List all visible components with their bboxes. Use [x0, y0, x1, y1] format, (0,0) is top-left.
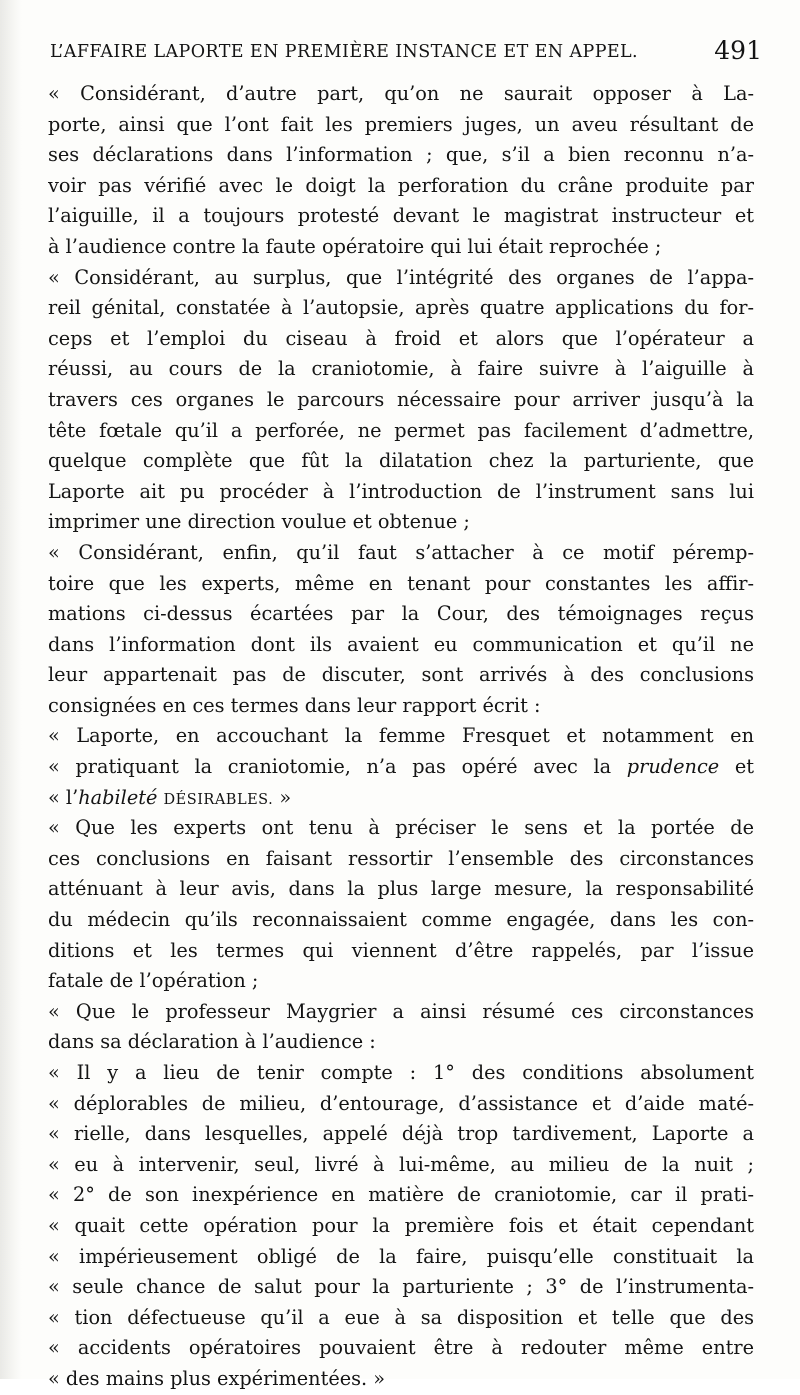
text-line: « quait cette opération pour la première fois et était cependant [48, 1213, 754, 1237]
text-line: l’aiguille, il a toujours protesté devant le magistrat instructeur et [48, 204, 754, 228]
text-line: du médecin qu’ils reconnaissaient comme engagée, dans les con- [48, 908, 754, 932]
text-line: « impérieusement obligé de la faire, puisqu’elle constituait la [48, 1244, 754, 1268]
text-line: reil génital, constatée à l’autopsie, après quatre applications du for- [48, 296, 754, 320]
text-segment: et [734, 755, 754, 779]
page-spine-shadow [0, 0, 22, 1379]
text-line: imprimer une direction voulue et obtenue ; [48, 510, 470, 534]
text-line: « des mains plus expérimentées. » [48, 1366, 386, 1390]
text-line: « Considérant, au surplus, que l’intégrité des organes de l’appa- [48, 265, 754, 289]
small-caps-desirables: DÉSIRABLES. [163, 791, 274, 808]
text-line: ditions et les termes qui viennent d’être rappelés, par l’issue [48, 938, 754, 962]
text-line: « Il y a lieu de tenir compte : 1° des conditions absolument [48, 1061, 754, 1084]
text-line: « Que le professeur Maygrier a ainsi résumé ces circonstances [48, 999, 754, 1023]
text-line: « Que les experts ont tenu à préciser le sens et la portée de [48, 816, 754, 840]
text-line: mations ci-dessus écartées par la Cour, des témoignages reçus [48, 602, 754, 626]
text-line: toire que les experts, même en tenant pour constantes les affir- [48, 571, 754, 595]
text-line: dans l’information dont ils avaient eu communication et qu’il ne [48, 632, 754, 656]
text-line: « Considérant, d’autre part, qu’on ne saurait opposer à La- [48, 82, 754, 105]
page-header [50, 36, 762, 70]
text-segment: « pratiquant la craniotomie, n’a pas opéré avec la [48, 755, 612, 779]
text-line: atténuant à leur avis, dans la plus large mesure, la responsabilité [48, 877, 754, 901]
text-line: « accidents opératoires pouvaient être à redouter même entre [48, 1336, 754, 1360]
text-line-emphasis [48, 752, 754, 783]
text-line: « Laporte, en accouchant la femme Fresquet et notamment en [48, 724, 754, 748]
text-line: « rielle, dans lesquelles, appelé déjà trop tardivement, Laporte a [48, 1122, 754, 1146]
text-line: Laporte ait pu procéder à l’introduction de l’instrument sans lui [48, 479, 754, 503]
text-segment: » [279, 785, 292, 809]
text-line: « déplorables de milieu, d’entourage, d’assistance et d’aide maté- [48, 1091, 754, 1115]
text-line: réussi, au cours de la craniotomie, à faire suivre à l’aiguille à [48, 357, 754, 381]
text-line: « eu à intervenir, seul, livré à lui-même, au milieu de la nuit ; [48, 1152, 754, 1176]
text-line: à l’audience contre la faute opératoire qui lui était reprochée ; [48, 234, 662, 258]
text-segment: « l’ [48, 785, 79, 809]
text-line: ces conclusions en faisant ressortir l’ensemble des circonstances [48, 846, 754, 870]
body-text [48, 79, 754, 1395]
text-line: porte, ainsi que l’ont fait les premiers juges, un aveu résultant de [48, 112, 754, 136]
text-line: « 2° de son inexpérience en matière de craniotomie, car il prati- [48, 1183, 754, 1207]
emphasis-prudence: prudence [626, 755, 720, 779]
text-line: fatale de l’opération ; [48, 969, 259, 993]
page-number: 491 [714, 36, 762, 65]
text-line: quelque complète que fût la dilatation chez la parturiente, que [48, 449, 754, 473]
text-line: tête fœtale qu’il a perforée, ne permet pas facilement d’admettre, [48, 418, 754, 442]
text-line: dans sa déclaration à l’audience : [48, 1030, 376, 1054]
text-line: voir pas vérifié avec le doigt la perforation du crâne produite par [48, 173, 754, 197]
text-line: « seule chance de salut pour la parturiente ; 3° de l’instrumenta- [48, 1275, 754, 1299]
text-line: « Considérant, enfin, qu’il faut s’attacher à ce motif péremp- [48, 540, 754, 564]
text-line: ceps et l’emploi du ciseau à froid et alors que l’opérateur a [48, 326, 754, 350]
text-line: ses déclarations dans l’information ; que, s’il a bien reconnu n’a- [48, 143, 754, 167]
text-line-emphasis [48, 783, 754, 814]
text-line: leur appartenait pas de discuter, sont arrivés à des conclusions [48, 663, 754, 687]
running-head: L’AFFAIRE LAPORTE EN PREMIÈRE INSTANCE ET EN APPEL. [50, 42, 639, 62]
text-line: travers ces organes le parcours nécessaire pour arriver jusqu’à la [48, 387, 754, 411]
emphasis-habilete: habileté [78, 785, 158, 809]
text-line: « tion défectueuse qu’il a eue à sa disposition et telle que des [48, 1305, 754, 1329]
text-line: consignées en ces termes dans leur rapport écrit : [48, 693, 541, 717]
